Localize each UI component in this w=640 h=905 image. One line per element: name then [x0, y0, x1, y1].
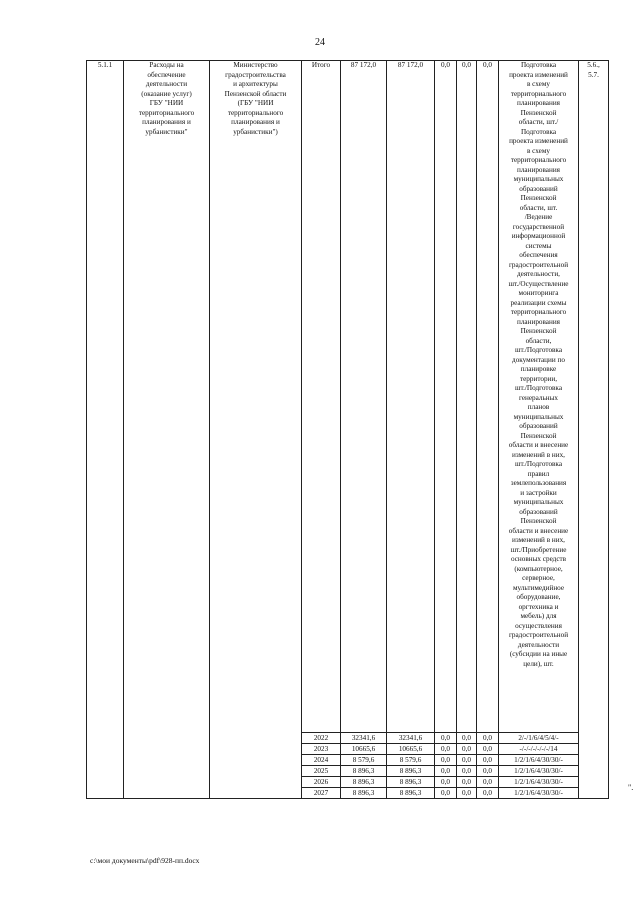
- footer-file-path: c:\мои документы\pdf\928-пп.docx: [90, 856, 200, 865]
- budget-col-a-cell: 0,0: [435, 788, 457, 799]
- results-cell: Подготовка проекта изменений в схему территориального планирования Пензенской области, шт./ Подготовка проекта изменений в схему территориального планирования муниципальных образований Пензенской области, шт. /Ведение государственной информационной системы обеспечения градостроительной деятельности, шт./Осуществление мониторинга реализации схемы территориального планирования Пензенской области, шт./Подготовка документации по планировке территории, шт./Подготовка генеральных планов муниципальных образований Пензенской области и внесение изменений в них, шт./Подготовка правил землепользования и застройки муниципальных образований Пензенской области и внесение изменений в них, шт./Приобретение основных средств (компьютерное, серверное, мультимедийное оборудование, оргтехника и мебель) для осуществления градостроительной деятельности (субсидии на иные цели), шт.: [499, 61, 579, 733]
- budget-col-b-cell: 0,0: [457, 766, 477, 777]
- budget-col-a-cell: 0,0: [435, 733, 457, 744]
- budget-col-a-cell: 0,0: [435, 766, 457, 777]
- total-cell: 8 579,6: [341, 755, 387, 766]
- budget-col-b-cell: 0,0: [457, 61, 477, 733]
- total-cell: 10665,6: [341, 744, 387, 755]
- result-value-cell: 1/2/1/6/4/30/30/-: [499, 766, 579, 777]
- budget-col-a-cell: 0,0: [435, 755, 457, 766]
- regional-budget-cell: 87 172,0: [387, 61, 435, 733]
- total-cell: 8 896,3: [341, 788, 387, 799]
- total-cell: 32341,6: [341, 733, 387, 744]
- total-cell: 8 896,3: [341, 766, 387, 777]
- regional-budget-cell: 8 896,3: [387, 788, 435, 799]
- budget-col-c-cell: 0,0: [477, 766, 499, 777]
- budget-col-a-cell: 0,0: [435, 61, 457, 733]
- result-value-cell: 1/2/1/6/4/30/30/-: [499, 777, 579, 788]
- total-cell: 87 172,0: [341, 61, 387, 733]
- budget-col-b-cell: 0,0: [457, 788, 477, 799]
- regional-budget-cell: 32341,6: [387, 733, 435, 744]
- budget-col-b-cell: 0,0: [457, 744, 477, 755]
- budget-col-c-cell: 0,0: [477, 755, 499, 766]
- year-cell: 2025: [302, 766, 341, 777]
- page-number: 24: [315, 37, 325, 48]
- result-value-cell: -/-/-/-/-/-/-/14: [499, 744, 579, 755]
- side-mark: ".: [628, 783, 634, 792]
- year-cell: 2024: [302, 755, 341, 766]
- budget-col-c-cell: 0,0: [477, 733, 499, 744]
- budget-col-b-cell: 0,0: [457, 755, 477, 766]
- executor: Министерство градостроительства и архитектуры Пензенской области (ГБУ "НИИ территориального планирования и урбанистики"): [210, 61, 302, 799]
- main-row: [87, 61, 609, 733]
- budget-col-b-cell: 0,0: [457, 777, 477, 788]
- result-value-cell: 1/2/1/6/4/30/30/-: [499, 788, 579, 799]
- budget-table: [86, 60, 609, 799]
- row-number: 5.1.1: [87, 61, 124, 799]
- regional-budget-cell: 10665,6: [387, 744, 435, 755]
- result-value-cell: 2/-/1/6/4/5/4/-: [499, 733, 579, 744]
- year-cell: 2022: [302, 733, 341, 744]
- indicator-codes: 5.6., 5.7.: [579, 61, 609, 799]
- budget-col-c-cell: 0,0: [477, 61, 499, 733]
- budget-col-b-cell: 0,0: [457, 733, 477, 744]
- regional-budget-cell: 8 579,6: [387, 755, 435, 766]
- year-cell: 2023: [302, 744, 341, 755]
- budget-col-a-cell: 0,0: [435, 777, 457, 788]
- budget-col-c-cell: 0,0: [477, 744, 499, 755]
- regional-budget-cell: 8 896,3: [387, 766, 435, 777]
- year-cell: 2027: [302, 788, 341, 799]
- result-value-cell: 1/2/1/6/4/30/30/-: [499, 755, 579, 766]
- budget-col-a-cell: 0,0: [435, 744, 457, 755]
- total-cell: 8 896,3: [341, 777, 387, 788]
- budget-col-c-cell: 0,0: [477, 777, 499, 788]
- measure-name: Расходы на обеспечение деятельности (оказание услуг) ГБУ "НИИ территориального планирования и урбанистики": [124, 61, 210, 799]
- year-cell: 2026: [302, 777, 341, 788]
- period-cell: Итого: [302, 61, 341, 733]
- budget-col-c-cell: 0,0: [477, 788, 499, 799]
- regional-budget-cell: 8 896,3: [387, 777, 435, 788]
